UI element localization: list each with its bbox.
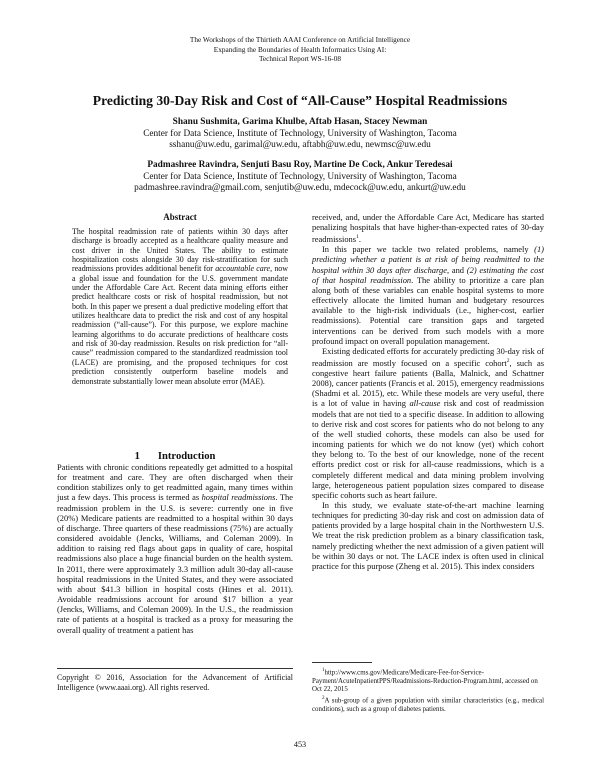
footnote-rule (312, 662, 372, 663)
right-emphasis-3: all-cause (409, 398, 441, 409)
author-block-1 (0, 117, 600, 152)
copyright-notice: Copyright © 2016, Association for the Advancement of Artificial Intelligence (www.aaai.org). All rights reserved. (57, 673, 293, 692)
header-line-3: Technical Report WS-16-08 (258, 54, 342, 63)
intro-text-2: . The readmission problem in the U.S. is severe: currently one in five (20%) Medicare patients are readmitted to a hospital within 30 days of discharge. Three quarters of these readmissions (75%) are actually considered avoidable (Jencks, Williams, and Coleman 2009). In addition to raising red flags about gaps in quality of care, hospital readmissions also place a huge financial burden on the health system. In 2011, there were approximately 3.3 million adult 30-day all-cause hospital readmissions in the United States, and they were associated with about $41.3 billion in hospital costs (Hines et al. 2011). Avoidable readmissions account for around $17 billion a year (Jencks, Williams, and Coleman 2009). In the U.S., the readmission rate of patients at a hospital is tracked as a proxy for measuring the overall quality of treatment a patient has (57, 492, 293, 635)
footnote-1-marker: 1 (322, 668, 325, 673)
footnote-1 (312, 667, 544, 695)
abstract-heading: Abstract (163, 212, 197, 222)
right-paragraph-2 (312, 244, 544, 346)
right-text-3c: risk and cost of readmission models that are not tied to a specific disease. In addition to allowing to derive risk and cost scores for patients who do not belong to any of the well studied cohorts, these models can also be used for incoming patients for which we do not know (yet) which cohort they belong to. To the best of our knowledge, none of the recent efforts predict cost or risk for all-cause readmissions, which is a completely different medical and data mining problem involving large, heterogeneous patient population sizes compared to disease specific cohorts such as heart failure. (312, 398, 545, 500)
abstract-text-2: , now a global issue and foundation for the U.S. government mandate under the Affordable Care Act. Recent data mining efforts either predict healthcare costs or risk of hospital readmission, but not both. In this paper we present a dual predictive modeling effort that utilizes healthcare data to predict the risk and cost of any hospital readmission (“all-cause”). For this purpose, we explore machine learning algorithms to do accurate predictions of healthcare costs and risk of 30-day readmission. Results on risk prediction for “all-cause” readmission compared to the standardized readmission tool (LACE) are promising, and the proposed techniques for cost prediction consistently outperform baseline models and demonstrate substantially lower mean absolute error (MAE). (72, 264, 288, 386)
abstract-emphasis: accountable care (215, 264, 271, 274)
right-text-3b: , such as congestive heart failure patients (Balla, Malnick, and Schattner 2008), cancer patients (Francis et al. 2015), emergency readmissions (Shadmi et al. 2015), etc. While these models are very useful, there is a lot of value in having (312, 357, 544, 409)
right-text-2b: , and (446, 264, 467, 275)
section-number: 1 (134, 451, 140, 462)
section-title: Introduction (157, 451, 216, 462)
author-names-1: Shanu Sushmita, Garima Khulbe, Aftab Hasan, Stacey Newman (172, 117, 428, 127)
right-emphasis-2: (2) estimating the cost of that hospital readmission (312, 264, 545, 285)
paper-title: Predicting 30-Day Risk and Cost of “All-Cause” Hospital Readmissions (92, 93, 508, 108)
right-text-1-end: . (358, 234, 361, 245)
footnote-ref-2: 2 (506, 358, 510, 364)
copyright-rule (57, 668, 293, 669)
right-column (312, 212, 544, 571)
author-emails-1: sshanu@uw.edu, garimal@uw.edu, aftabh@uw.edu, newmsc@uw.edu (169, 140, 431, 150)
author-affiliation-2: Center for Data Science, Institute of Technology, University of Washington, Tacoma (143, 171, 457, 182)
abstract-body (72, 227, 288, 386)
author-affiliation-1: Center for Data Science, Institute of Technology, University of Washington, Tacoma (143, 128, 457, 139)
footnote-2-text: A sub-group of a given population with similar characteristics (e.g., medical conditions), such as a group of diabetes patients. (312, 697, 544, 713)
footnote-2 (312, 695, 544, 714)
author-names-2: Padmashree Ravindra, Senjuti Basu Roy, Martine De Cock, Ankur Teredesai (147, 160, 453, 170)
right-emphasis-1: (1) predicting whether a patient is at risk of being readmitted to the hospital within 30 days after discharge (312, 244, 544, 275)
right-paragraph-4: In this study, we evaluate state-of-the-art machine learning techniques for predicting 30-day risk and cost on admission data of patients provided by a large hospital chain in the Northwestern U.S. We treat the risk prediction problem as a binary classification task, namely predicting whether the next admission of a given patient will be within 30 days or not. The LACE index is often used in clinical practice for this purpose (Zheng et al. 2015). This index considers (312, 500, 544, 571)
right-text-2a: In this paper we tackle two related problems, namely (322, 244, 535, 255)
right-paragraph-3 (312, 346, 544, 500)
footnote-ref-1: 1 (356, 234, 359, 241)
workshop-header (0, 35, 600, 64)
right-paragraph-1 (312, 212, 544, 244)
author-emails-2: padmashree.ravindra@gmail.com, senjutib@uw.edu, mdecock@uw.edu, ankurt@uw.edu (134, 183, 466, 193)
right-text-3a: Existing dedicated efforts for accurately predicting 30-day risk of readmission are mostly focused on a specific cohort (312, 345, 544, 368)
page-number: 453 (293, 740, 307, 749)
right-text-2c: . The ability to prioritize a care plan along both of these variables can enable hospital systems to more effectively allocate the limited human and budgetary resources available to the high-risk individuals (i.e., higher-cost, earlier readmissions). Potential care transition gaps and targeted interventions can be derived from such models with a more profound impact on overall population management. (312, 274, 544, 346)
header-line-2: Expanding the Boundaries of Health Informatics Using AI: (213, 44, 387, 54)
intro-paragraph (57, 462, 293, 635)
abstract-text-1: The hospital readmission rate of patients within 30 days after discharge is broadly accepted as a healthcare quality measure and cost driver in the United States. The ability to estimate hospitalization costs alongside 30 day risk-stratification for such readmissions provides additional benefit for (72, 227, 288, 274)
author-block-2 (0, 160, 600, 195)
footnote-1-text: http://www.cms.gov/Medicare/Medicare-Fee-for-Service-Payment/AcuteInpatientPPS/Readmissions-Reduction-Program.html, accessed on Oct 22, 2015 (312, 669, 538, 694)
right-text-1: received, and, under the Affordable Care Act, Medicare has started penalizing hospitals that have higher-than-expected rates of 30-day readmissions (312, 212, 544, 245)
intro-text-1: Patients with chronic conditions repeatedly get admitted to a hospital for treatment and care. They are often discharged when their condition stabilizes only to get readmitted again, many times within just a few days. This process is termed as (57, 462, 293, 503)
intro-emphasis: hospital readmissions (201, 492, 276, 503)
footnote-2-marker: 2 (322, 696, 325, 701)
header-line-1: The Workshops of the Thirtieth AAAI Conference on Artificial Intelligence (189, 35, 411, 44)
